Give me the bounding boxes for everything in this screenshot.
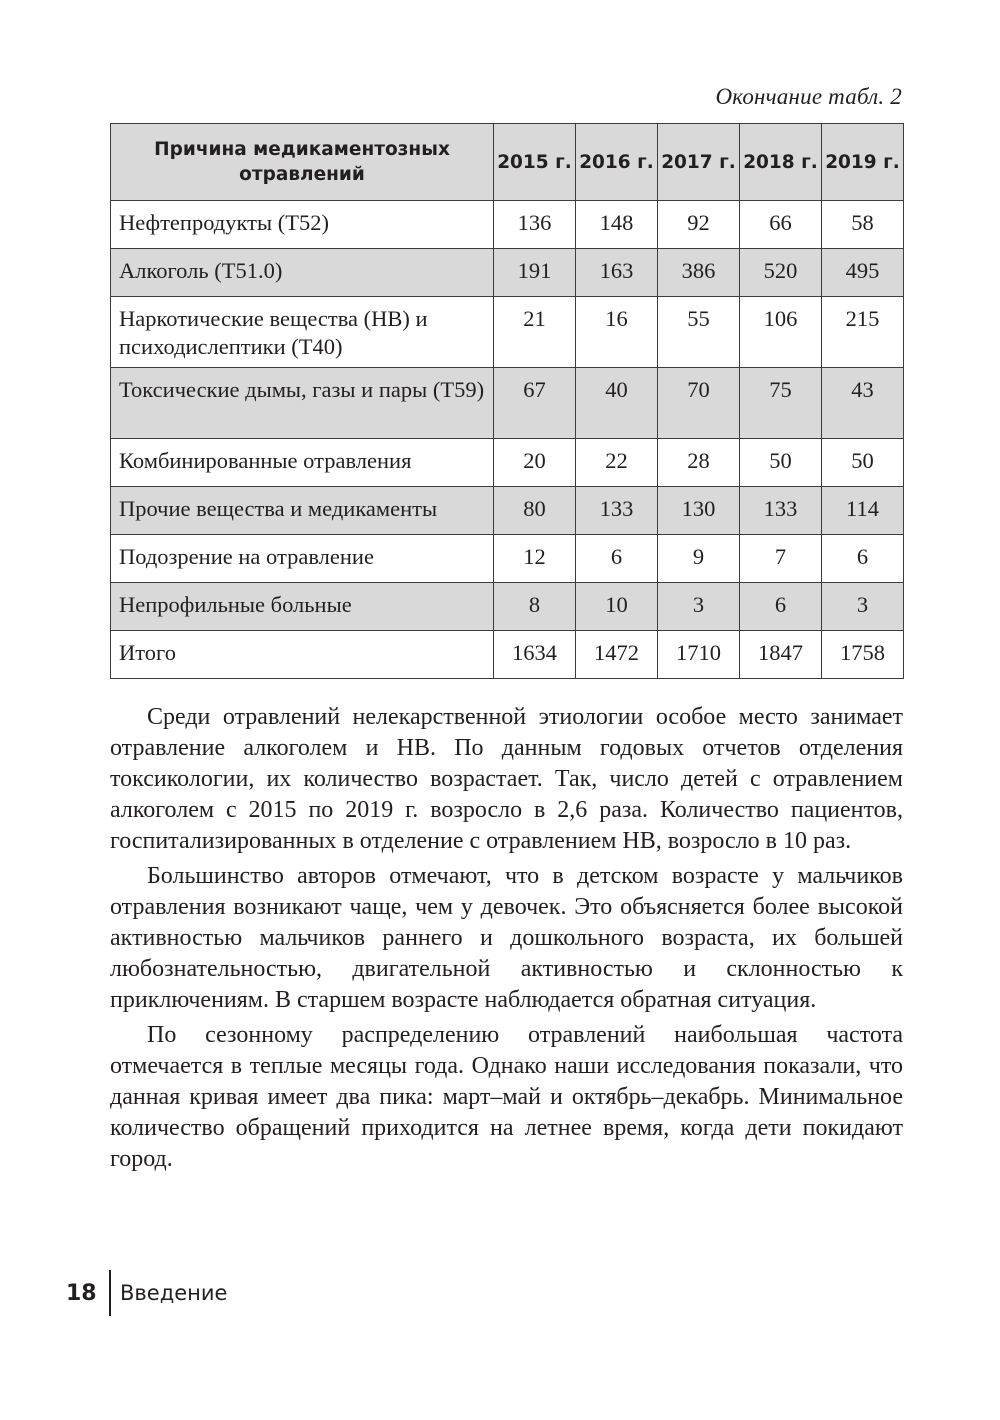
value-cell: 8 xyxy=(494,583,576,631)
table-row xyxy=(111,439,904,487)
value-cell: 136 xyxy=(494,201,576,249)
value-cell: 67 xyxy=(494,368,576,439)
table-row xyxy=(111,201,904,249)
table-row xyxy=(111,487,904,535)
value-cell: 1472 xyxy=(576,631,658,679)
page-number: 18 xyxy=(66,1280,97,1306)
header-cause xyxy=(111,124,494,201)
table-caption: Окончание табл. 2 xyxy=(715,84,902,109)
header-cause-label: Причина медикаментозных отравлений xyxy=(154,139,450,185)
paragraph: По сезонному распределению отравлений наибольшая частота отмечается в теплые месяцы года. Однако наши исследования показали, что данная кривая имеет два пика: март–май и октябрь–декабрь. Минимальное количество обращений приходится на летнее время, когда дети покидают город. xyxy=(110,1022,903,1172)
value-cell: 133 xyxy=(740,487,822,535)
value-cell: 12 xyxy=(494,535,576,583)
value-cell: 1758 xyxy=(822,631,904,679)
value-cell: 20 xyxy=(494,439,576,487)
value-cell: 6 xyxy=(740,583,822,631)
value-cell: 22 xyxy=(576,439,658,487)
paragraph: Большинство авторов отмечают, что в детском возрасте у мальчиков отравления возникают чаще, чем у девочек. Это объясняется более высокой активностью мальчиков раннего и дошкольного возраста, их большей любознательностью, двигательной активностью и склонностью к приключениям. В старшем возрасте наблюдается обратная ситуация. xyxy=(110,863,903,1013)
value-cell: 148 xyxy=(576,201,658,249)
value-cell: 40 xyxy=(576,368,658,439)
cause-cell: Нефтепродукты (Т52) xyxy=(111,201,494,249)
value-cell: 21 xyxy=(494,297,576,368)
table-row xyxy=(111,583,904,631)
value-cell: 55 xyxy=(658,297,740,368)
value-cell: 6 xyxy=(576,535,658,583)
header-year: 2016 г. xyxy=(576,124,658,201)
table-row xyxy=(111,297,904,368)
page-footer xyxy=(66,1270,227,1316)
table-row xyxy=(111,368,904,439)
value-cell: 10 xyxy=(576,583,658,631)
table-row xyxy=(111,249,904,297)
value-cell: 495 xyxy=(822,249,904,297)
value-cell: 6 xyxy=(822,535,904,583)
value-cell: 1710 xyxy=(658,631,740,679)
table-total-row xyxy=(111,631,904,679)
value-cell: 130 xyxy=(658,487,740,535)
section-name: Введение xyxy=(120,1281,228,1305)
value-cell: 66 xyxy=(740,201,822,249)
header-year: 2019 г. xyxy=(822,124,904,201)
value-cell: 7 xyxy=(740,535,822,583)
value-cell: 1847 xyxy=(740,631,822,679)
header-year: 2015 г. xyxy=(494,124,576,201)
header-year: 2017 г. xyxy=(658,124,740,201)
value-cell: 28 xyxy=(658,439,740,487)
header-year: 2018 г. xyxy=(740,124,822,201)
value-cell: 75 xyxy=(740,368,822,439)
cause-cell: Итого xyxy=(111,631,494,679)
table-row xyxy=(111,535,904,583)
poisoning-causes-table xyxy=(110,123,904,679)
value-cell: 70 xyxy=(658,368,740,439)
value-cell: 163 xyxy=(576,249,658,297)
value-cell: 3 xyxy=(658,583,740,631)
value-cell: 50 xyxy=(822,439,904,487)
value-cell: 92 xyxy=(658,201,740,249)
value-cell: 386 xyxy=(658,249,740,297)
footer-divider xyxy=(109,1270,111,1316)
cause-cell: Наркотические вещества (НВ) и психодислептики (Т40) xyxy=(111,297,494,368)
value-cell: 106 xyxy=(740,297,822,368)
value-cell: 114 xyxy=(822,487,904,535)
cause-cell: Подозрение на отравление xyxy=(111,535,494,583)
table-header-row xyxy=(111,124,904,201)
cause-cell: Прочие вещества и медикаменты xyxy=(111,487,494,535)
cause-cell: Алкоголь (Т51.0) xyxy=(111,249,494,297)
value-cell: 133 xyxy=(576,487,658,535)
value-cell: 9 xyxy=(658,535,740,583)
value-cell: 50 xyxy=(740,439,822,487)
value-cell: 80 xyxy=(494,487,576,535)
body-text xyxy=(110,702,903,1179)
cause-cell: Токсические дымы, газы и пары (Т59) xyxy=(111,368,494,439)
value-cell: 43 xyxy=(822,368,904,439)
value-cell: 3 xyxy=(822,583,904,631)
paragraph: Среди отравлений нелекарственной этиологии особое место занимает отравление алкоголем и НВ. По данным годовых отчетов отделения токсикологии, их количество возрастает. Так, число детей с отравлением алкоголем с 2015 по 2019 г. возросло в 2,6 раза. Количество пациентов, госпитализированных в отделение с отравлением НВ, возросло в 10 раз. xyxy=(110,704,903,854)
value-cell: 520 xyxy=(740,249,822,297)
cause-cell: Комбинированные отравления xyxy=(111,439,494,487)
value-cell: 215 xyxy=(822,297,904,368)
value-cell: 1634 xyxy=(494,631,576,679)
cause-cell: Непрофильные больные xyxy=(111,583,494,631)
value-cell: 16 xyxy=(576,297,658,368)
value-cell: 58 xyxy=(822,201,904,249)
value-cell: 191 xyxy=(494,249,576,297)
